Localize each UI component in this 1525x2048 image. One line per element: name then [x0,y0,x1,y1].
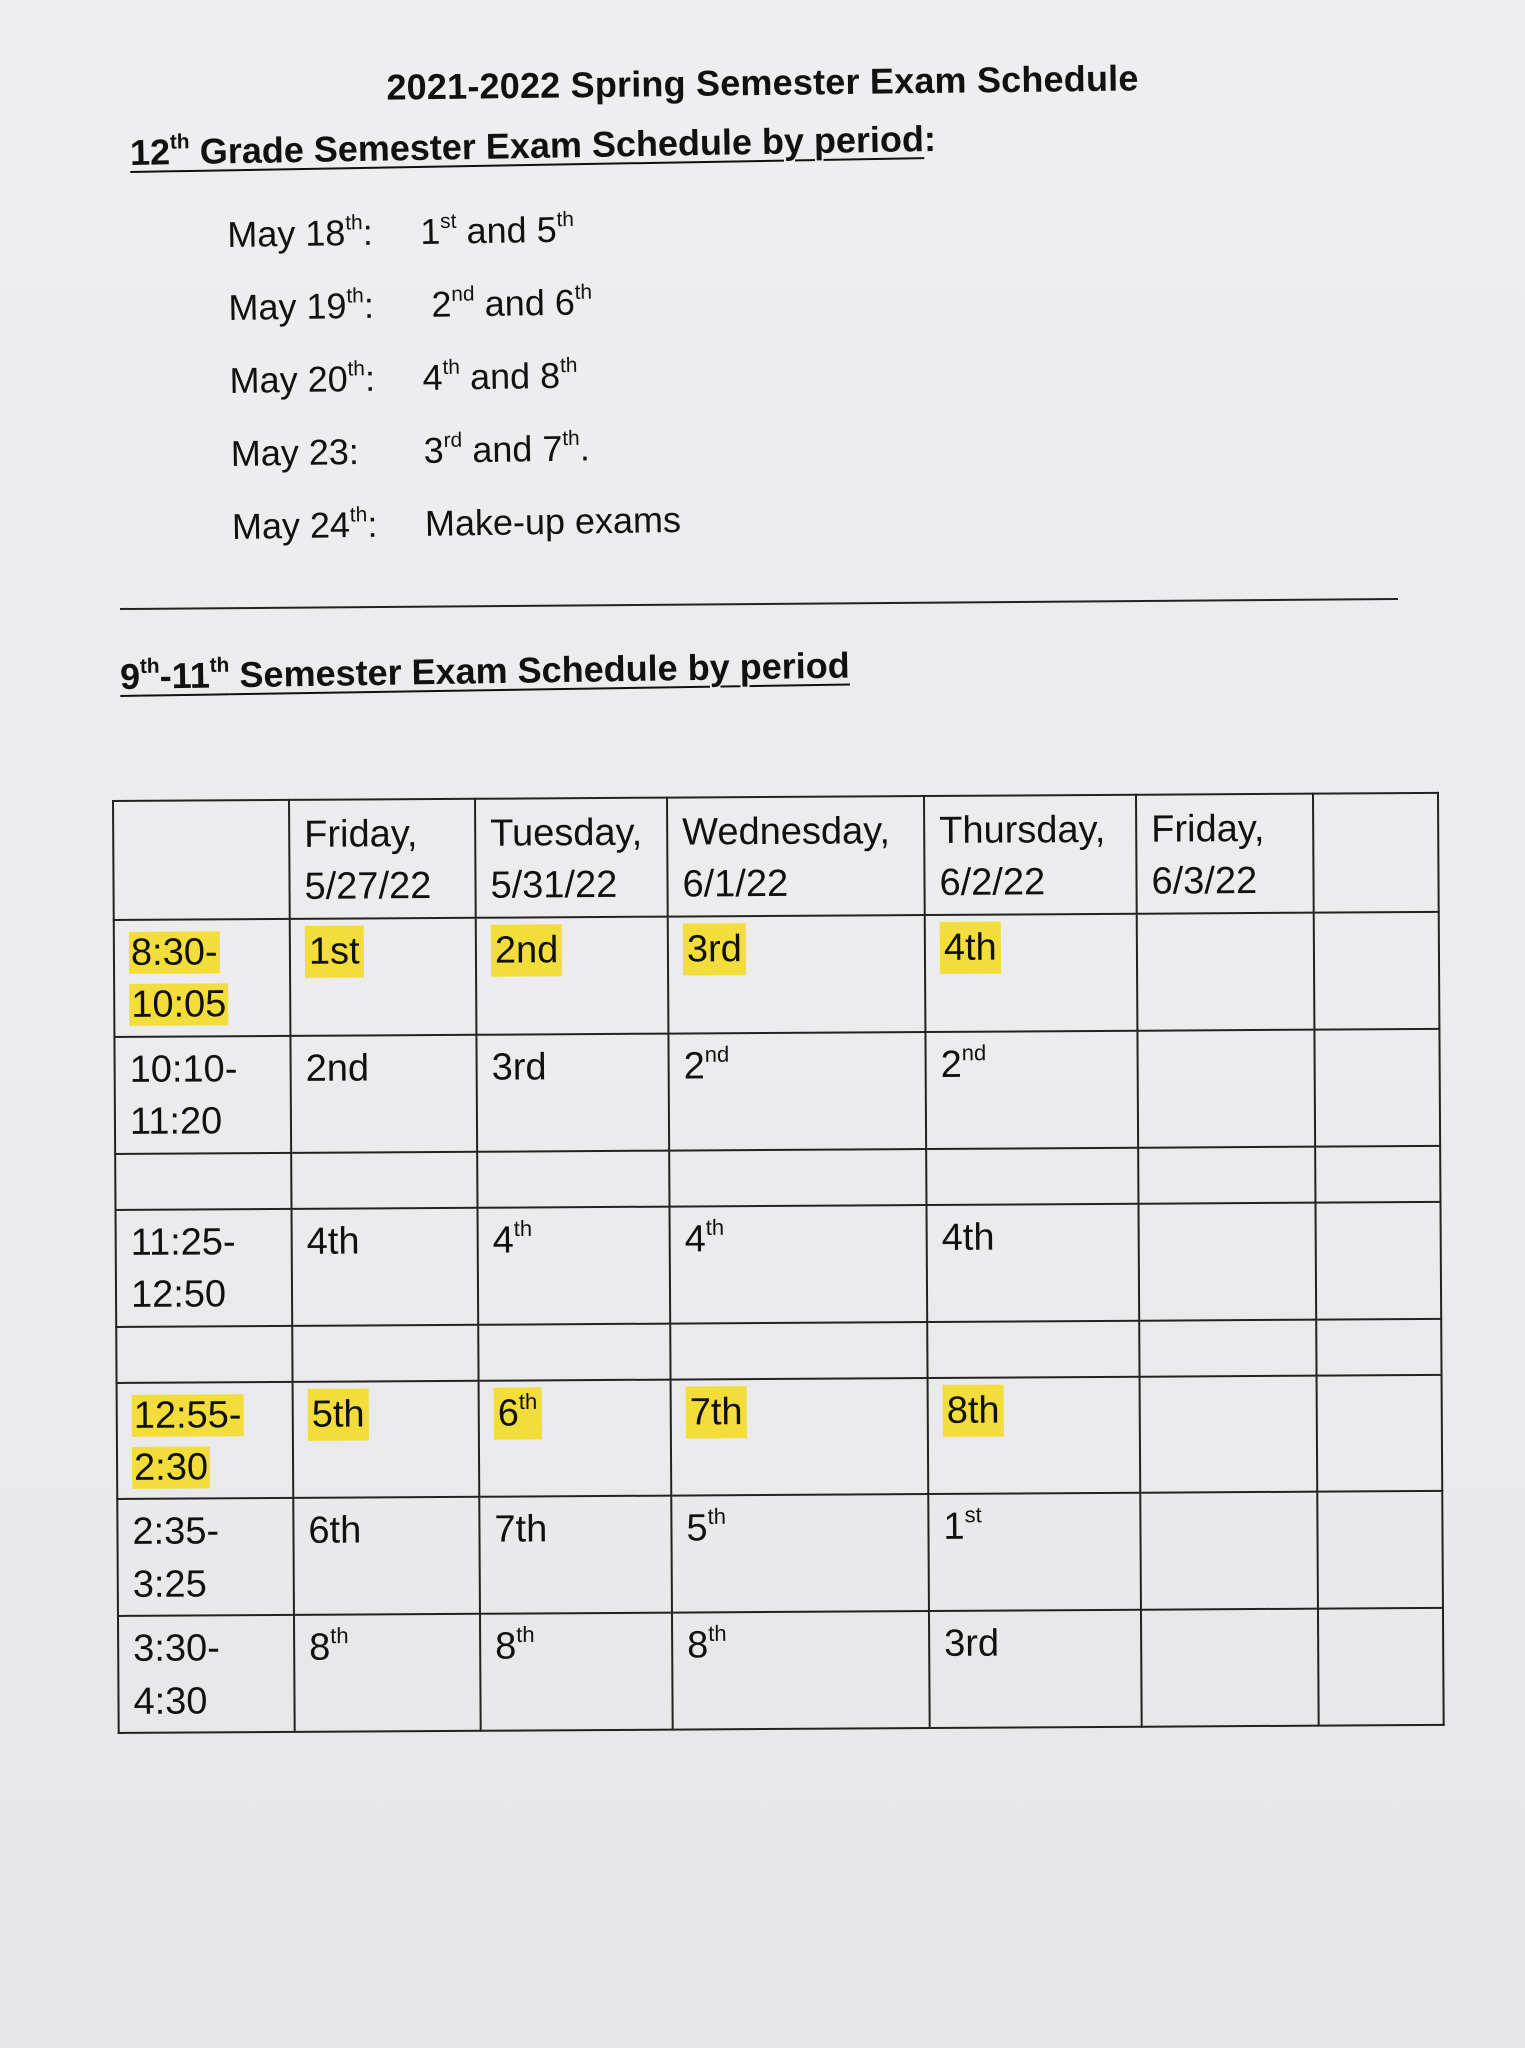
date-text: May 23 [230,431,350,474]
period-first-sup: th [442,355,461,379]
period-cell [668,915,926,1033]
period-value [684,1214,725,1261]
grade12-periods [422,355,578,399]
time-end: 4:30 [133,1680,208,1723]
period-suffix: st [964,1502,982,1528]
period-first-sup: st [439,209,457,233]
exam-schedule-table [112,792,1445,1734]
period-number: 8 [687,1624,709,1667]
grade12-periods [431,281,592,326]
date-text: May 24 [231,504,351,547]
empty-cell [1137,1029,1315,1147]
time-start: 11:25- [130,1220,236,1264]
date-text: May 19 [228,285,347,328]
heading-grade-start-sup: th [139,654,160,679]
grade12-date [228,285,374,329]
period-cell [291,1207,478,1325]
time-start: 8:30- [130,931,218,974]
period-value [943,1384,1004,1437]
period-number: 6th [308,1509,362,1553]
table-time-row [116,1202,1442,1327]
period-second-sup: th [574,280,593,304]
period-suffix: th [707,1504,726,1530]
period-number: 2 [683,1045,705,1088]
period-cell [928,1376,1141,1494]
period-number: 4th [941,1216,995,1259]
header-day: Wednesday, [682,810,891,854]
period-cell [476,1033,669,1151]
header-day: Friday, [304,813,418,856]
grade12-periods [425,499,682,545]
header-date: 5/27/22 [304,865,432,909]
period-cell [926,1203,1139,1321]
period-value [943,1502,982,1549]
period-number: 8th [946,1389,1000,1432]
table-time-row [117,1491,1443,1616]
period-cell [294,1614,481,1732]
period-cell [929,1610,1142,1728]
heading-grade-end-sup: th [209,653,230,677]
period-value [309,1623,349,1670]
grade12-date [230,431,359,475]
period-first: 3 [423,429,445,471]
period-first: 4 [422,356,443,398]
empty-cell [1140,1492,1318,1610]
spacer-cell [478,1323,670,1380]
period-cell [671,1378,929,1496]
period-second: 5 [536,208,557,251]
period-number: 3rd [686,928,742,971]
header-date: 6/1/22 [682,863,789,906]
empty-cell [1137,913,1315,1031]
grade12-heading-number: 12 [129,131,171,173]
spacer-cell [1316,1318,1441,1375]
period-value [940,1039,987,1086]
time-cell [117,1381,294,1499]
period-value [306,1047,370,1089]
empty-cell [1317,1491,1443,1609]
grade12-heading-text [130,118,925,173]
empty-cell [1318,1608,1444,1726]
header-day: Tuesday, [490,811,643,855]
heading-rest: Semester Exam Schedule by period [229,644,850,696]
period-second: 8 [539,354,561,397]
spacer-cell [291,1151,477,1208]
spacer-cell [115,1153,291,1210]
period-cell [925,1030,1138,1148]
period-second-sup: th [556,207,575,232]
header-day-cell [924,795,1137,915]
time-end: 12:50 [130,1273,227,1316]
heading-grade-start: 9 [119,655,141,697]
date-sup: th [345,211,363,235]
period-value [308,1510,361,1552]
empty-cell [1140,1375,1318,1493]
period-value [940,921,1001,974]
period-cell [671,1494,929,1612]
period-suffix: th [330,1623,349,1649]
time-cell [114,1036,291,1154]
header-corner-cell [113,800,290,920]
time-start: 3:30- [133,1627,220,1671]
period-number: 1 [943,1506,965,1549]
period-suffix: th [708,1620,727,1647]
spacer-cell [292,1324,478,1381]
heading-grade-end: -11 [159,654,211,697]
time-start: 12:55- [133,1393,242,1437]
period-cell [479,1379,672,1497]
spacer-cell [1315,1146,1440,1203]
empty-cell [1315,1202,1441,1320]
period-value [307,1220,360,1262]
time-start: 2:35- [132,1510,220,1554]
period-suffix: nd [704,1041,730,1067]
period-suffix: th [513,1215,533,1241]
date-colon: : [364,357,376,399]
page-title: 2021-2022 Spring Semester Exam Schedule [386,57,1139,108]
period-cell [672,1611,930,1729]
period-second-sup: th [562,426,580,451]
period-value [492,1215,533,1262]
grade12-heading [130,118,937,174]
period-number: 7th [494,1508,548,1552]
period-value [686,1386,747,1439]
grade12-row [228,280,593,360]
empty-cell [1141,1609,1319,1727]
date-text: May 20 [229,358,348,401]
period-number: 1st [308,930,360,973]
period-cell [480,1613,673,1731]
period-number: 3rd [491,1046,547,1089]
grade12-date [232,504,378,548]
period-number: 2 [940,1043,962,1086]
period-cell [293,1497,480,1615]
period-value [305,925,364,978]
period-suffix: th [516,1622,535,1648]
grade12-row [230,426,591,506]
empty-cell [1314,912,1440,1030]
time-cell [118,1615,295,1733]
period-cell [668,1032,926,1150]
period-number: 6 [497,1392,520,1435]
period-second: 6 [554,281,576,323]
time-start: 10:10- [129,1047,238,1091]
period-number: 4 [492,1219,514,1262]
period-value [683,1041,730,1088]
spacer-cell [670,1322,927,1380]
time-end: 11:20 [129,1100,223,1144]
spacer-cell [116,1325,292,1382]
period-suffix: th [518,1388,538,1414]
period-number: 2nd [305,1047,370,1090]
header-date: 5/31/22 [490,864,618,908]
time-cell [114,919,291,1037]
table-time-row [114,912,1440,1037]
date-colon: : [348,430,360,473]
period-cell [290,1035,477,1153]
period-suffix: th [705,1214,725,1240]
period-tail: . [579,427,591,469]
spacer-cell [1139,1319,1316,1376]
period-cell [477,1206,670,1324]
period-cell [476,916,669,1034]
time-end: 10:05 [131,983,227,1027]
date-colon: : [367,503,378,545]
period-value [494,1387,542,1440]
header-day-cell [1136,794,1314,914]
time-cell [116,1209,293,1327]
period-first-sup: nd [451,282,475,306]
period-value [494,1509,547,1551]
period-and: and [459,355,541,398]
table-time-row [114,1029,1440,1154]
period-number: 4 [684,1218,706,1261]
period-number: 4th [943,926,997,969]
grades9to11-heading [120,645,850,698]
period-value [491,924,563,977]
grade12-heading-colon: : [923,117,937,160]
period-cell [669,1205,927,1323]
header-day-cell [289,799,476,919]
period-number: 4th [306,1220,360,1263]
period-cell [925,914,1138,1032]
period-number: 5 [686,1507,708,1550]
grade12-row [229,353,578,433]
time-cell [117,1498,294,1616]
header-date: 6/3/22 [1151,860,1258,904]
header-day-cell [475,798,668,918]
period-value [944,1623,999,1665]
period-number: 8 [309,1626,331,1670]
time-end: 3:25 [132,1563,207,1606]
table-spacer-row [115,1146,1440,1210]
grade12-heading-rest: Grade Semester Exam Schedule by period [189,118,925,172]
date-colon: : [362,211,374,253]
section-divider [120,598,1398,610]
time-end: 2:30 [133,1446,209,1489]
period-cell [290,918,477,1036]
header-date: 6/2/22 [939,861,1046,905]
date-text: May 18 [227,212,346,255]
period-cell [293,1380,480,1498]
period-value [683,923,746,976]
period-second-sup: th [559,353,578,378]
date-sup: th [347,357,366,381]
period-second: 7 [542,427,563,470]
period-value [686,1504,726,1550]
spacer-cell [1138,1146,1315,1203]
date-sup: th [346,284,364,308]
table-time-row [118,1608,1444,1733]
period-cell [479,1496,672,1614]
grade12-row [231,498,682,579]
period-value [942,1216,995,1258]
period-and: and [474,281,556,325]
period-number: 3rd [944,1622,1000,1666]
date-colon: : [363,284,375,326]
exam-table-wrapper [112,792,1445,1734]
spacer-cell [927,1320,1139,1377]
period-number: 8 [495,1625,517,1668]
grade12-schedule-list [227,207,682,579]
period-cell [928,1493,1141,1611]
table-header-row [113,793,1439,920]
grade12-periods [423,427,590,472]
period-first: Make-up exams [424,498,682,544]
grade12-heading-sup: th [169,130,190,154]
period-number: 5th [311,1392,365,1436]
empty-cell [1317,1374,1443,1492]
period-suffix: nd [961,1039,987,1066]
date-sup: th [349,503,368,527]
header-day: Thursday, [939,808,1106,852]
spacer-cell [926,1147,1138,1204]
header-day-cell [1313,793,1439,913]
table-time-row [117,1374,1443,1499]
grade12-periods [420,209,574,253]
spacer-cell [669,1149,926,1207]
empty-cell [1138,1202,1316,1320]
period-number: 2nd [494,929,559,972]
header-day: Friday, [1151,807,1265,851]
grade12-date [229,358,375,402]
period-first-sup: rd [443,428,463,452]
period-and: and [456,209,537,252]
empty-cell [1314,1029,1440,1147]
table-spacer-row [116,1318,1441,1382]
period-value [687,1620,727,1667]
period-number: 7th [689,1390,743,1433]
period-value [492,1046,547,1088]
period-first: 1 [419,210,441,252]
grade12-row [227,207,575,287]
period-value [308,1388,369,1441]
spacer-cell [477,1150,669,1207]
period-first: 2 [431,283,452,325]
period-value [495,1622,535,1668]
grade12-date [227,212,373,256]
period-and: and [462,428,543,471]
header-day-cell [667,796,925,916]
